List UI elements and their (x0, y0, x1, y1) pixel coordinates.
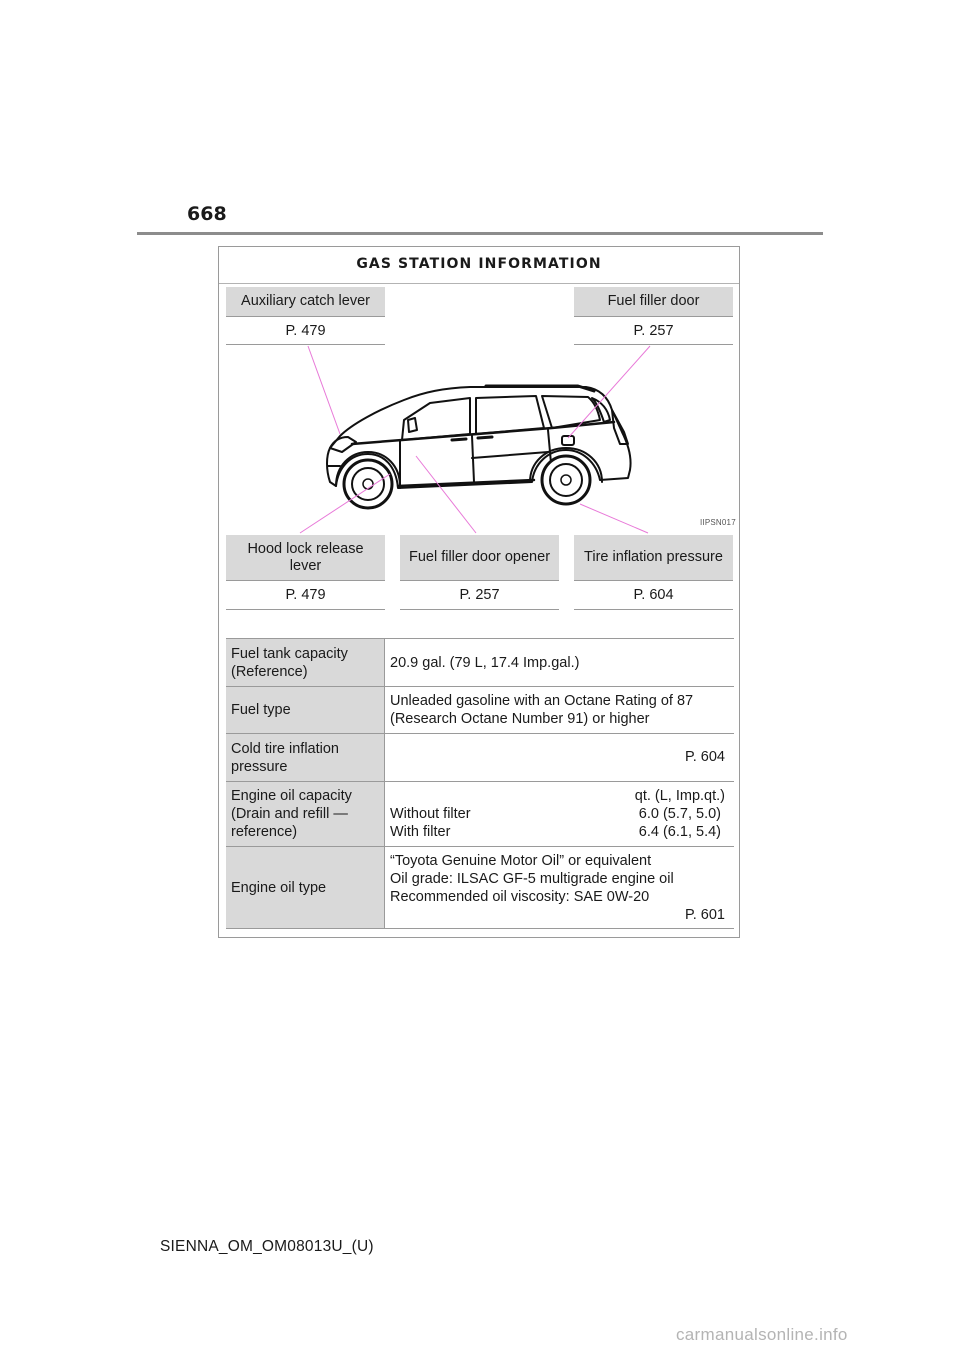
oil-without-filter-label: Without filter (390, 806, 471, 822)
callout-tire-inflation-pressure (574, 535, 733, 610)
oil-type-line: “Toyota Genuine Motor Oil” or equivalent (390, 852, 652, 869)
oil-type-line: Recommended oil viscosity: SAE 0W-20 (390, 888, 650, 905)
oil-with-filter-value: 6.4 (6.1, 5.4) (638, 824, 721, 840)
box-title: GAS STATION INFORMATION (356, 256, 602, 272)
callout-fuel-filler-door-opener (400, 535, 559, 610)
callout-label: Fuel filler door opener (400, 535, 559, 581)
watermark: carmanualsonline.info (676, 1325, 848, 1344)
callout-page-ref[interactable]: P. 604 (574, 581, 733, 610)
oil-without-filter-value: 6.0 (5.7, 5.0) (638, 806, 721, 822)
spec-value (385, 639, 734, 686)
callout-page-ref[interactable]: P. 479 (226, 581, 385, 610)
footer-document-code: SIENNA_OM_OM08013U_(U) (160, 1238, 374, 1255)
spec-label: Fuel tank capacity (Reference) (226, 639, 385, 686)
cold-tire-page-ref[interactable]: P. 604 (684, 749, 725, 765)
spec-label: Cold tire inflation pressure (226, 734, 385, 781)
spec-row-engine-oil-type (226, 847, 734, 929)
callout-page-ref[interactable]: P. 479 (226, 317, 385, 345)
page-number: 668 (187, 203, 227, 225)
spec-label: Engine oil capacity (Drain and refill — reference) (226, 782, 385, 846)
oil-without-filter-row (390, 805, 725, 823)
spec-value (385, 687, 734, 733)
spec-row-fuel-tank (226, 639, 734, 687)
callout-label: Tire inflation pressure (574, 535, 733, 581)
oil-capacity-units: qt. (L, Imp.qt.) (634, 788, 725, 804)
spec-row-engine-oil-capacity (226, 782, 734, 847)
spec-table (226, 638, 734, 929)
callout-label: Hood lock release lever (226, 535, 385, 581)
callout-page-ref[interactable]: P. 257 (400, 581, 559, 610)
fuel-type-line: (Research Octane Number 91) or higher (390, 711, 650, 727)
callout-label: Fuel filler door (574, 287, 733, 317)
oil-type-page-ref[interactable]: P. 601 (684, 906, 725, 923)
spec-value (385, 734, 734, 781)
callout-hood-lock-release-lever (226, 535, 385, 610)
spec-row-cold-tire (226, 734, 734, 782)
spec-label: Fuel type (226, 687, 385, 733)
spec-value (385, 782, 734, 846)
figure-id: IIPSN017 (700, 518, 736, 527)
spec-value (385, 847, 734, 928)
oil-with-filter-label: With filter (390, 824, 451, 840)
fuel-type-line: Unleaded gasoline with an Octane Rating of 87 (390, 693, 694, 709)
oil-with-filter-row (390, 823, 725, 841)
spec-row-fuel-type (226, 687, 734, 734)
oil-type-line: Oil grade: ILSAC GF-5 multigrade engine oil (390, 870, 674, 887)
callout-page-ref[interactable]: P. 257 (574, 317, 733, 345)
fuel-tank-value: 20.9 gal. (79 L, 17.4 Imp.gal.) (390, 654, 580, 671)
callout-label: Auxiliary catch lever (226, 287, 385, 317)
spec-label: Engine oil type (226, 847, 385, 928)
